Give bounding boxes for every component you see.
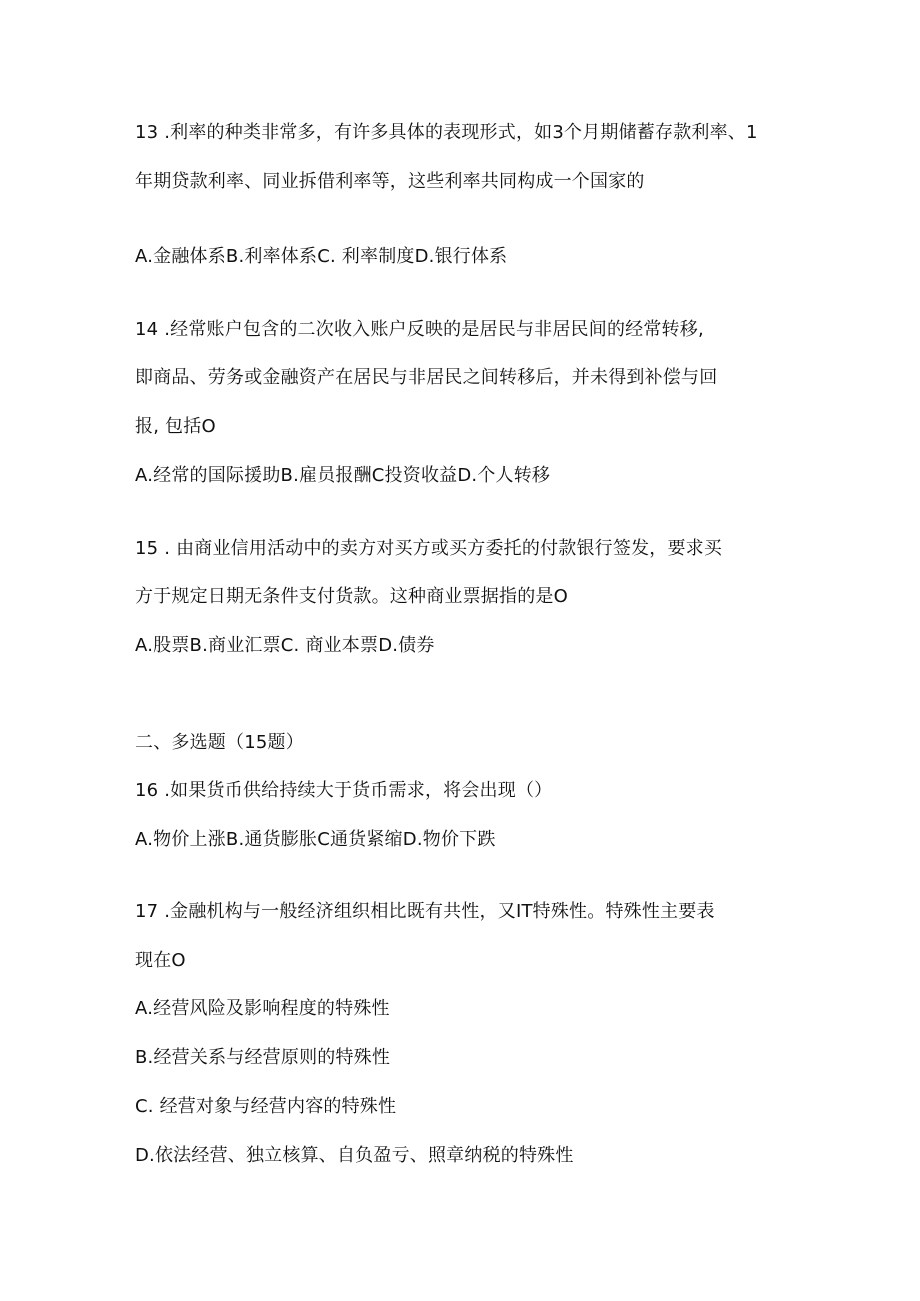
- section-heading: 二、多选题（15题）: [135, 732, 304, 753]
- q14-text-line-3: 报, 包括O: [135, 416, 216, 437]
- q17-option-d: D.依法经营、独立核算、自负盈亏、照章纳税的特殊性: [135, 1145, 574, 1166]
- q13-options: A.金融体系B.利率体系C. 利率制度D.银行体系: [135, 246, 508, 267]
- q14-text-line-2: 即商品、劳务或金融资产在居民与非居民之间转移后，并未得到补偿与回: [135, 367, 718, 388]
- q14-text-line-1: 14 .经常账户包含的二次收入账户反映的是居民与非居民间的经常转移,: [135, 319, 704, 340]
- q17-option-a: A.经营风险及影响程度的特殊性: [135, 998, 390, 1019]
- q13-text-line-2: 年期贷款利率、同业拆借利率等，这些利率共同构成一个国家的: [135, 171, 645, 192]
- q17-option-c: C. 经营对象与经营内容的特殊性: [135, 1096, 397, 1117]
- q15-text-line-1: 15 . 由商业信用活动中的卖方对买方或买方委托的付款银行签发，要求买: [135, 538, 723, 559]
- q14-options: A.经常的国际援助B.雇员报酬C投资收益D.个人转移: [135, 465, 551, 486]
- q15-text-line-2: 方于规定日期无条件支付货款。这种商业票据指的是O: [135, 586, 568, 607]
- q13-text-line-1: 13 .利率的种类非常多，有许多具体的表现形式，如3个月期储蓄存款利率、1: [135, 122, 758, 143]
- q16-options: A.物价上涨B.通货膨胀C通货紧缩D.物价下跌: [135, 829, 496, 850]
- q15-options: A.股票B.商业汇票C. 商业本票D.债券: [135, 635, 435, 656]
- q17-text-line-2: 现在O: [135, 950, 186, 971]
- q16-text-line-1: 16 .如果货币供给持续大于货币需求，将会出现（）: [135, 780, 553, 801]
- q17-option-b: B.经营关系与经营原则的特殊性: [135, 1047, 391, 1068]
- q17-text-line-1: 17 .金融机构与一般经济组织相比既有共性，又IT特殊性。特殊性主要表: [135, 901, 715, 922]
